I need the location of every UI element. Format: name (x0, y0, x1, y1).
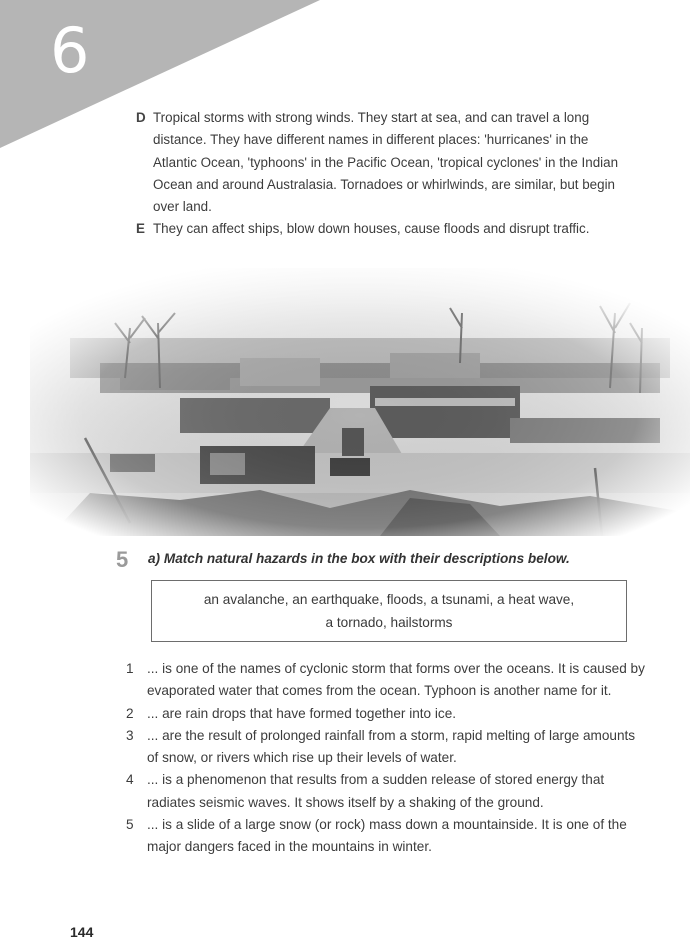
question-item (126, 658, 646, 703)
question-text: ... is a phenomenon that results from a sudden release of stored energy that radiates seismic waves. It shows itself by a shaking of the ground. (147, 772, 605, 810)
question-text: ... is a slide of a large snow (or rock) mass down a mountainside. It is one of the major dangers faced in the mountains in winter. (147, 817, 627, 855)
word-box-line: an avalanche, an earthquake, floods, a tsunami, a heat wave, (203, 592, 575, 607)
unit-number: 6 (50, 14, 90, 87)
question-item (126, 769, 646, 814)
question-item (126, 725, 646, 770)
description-d (136, 107, 626, 218)
question-number: 2 (126, 705, 134, 721)
description-letter: D (136, 110, 146, 125)
description-letter: E (136, 221, 145, 236)
question-number: 5 (126, 817, 134, 833)
description-text: Tropical storms with strong winds. They start at sea, and can travel a long distance. They have different names in different places: 'hurricanes' in the Atlantic Ocean, 'typhoons' in the Pacific Ocean, 'tropical cyclones' in the Indian Ocean and around Australasia. Tornadoes or whirlwinds, are similar, but begin over land. (153, 110, 619, 215)
exercise-instruction: a) Match natural hazards in the box with their descriptions below. (148, 551, 570, 566)
word-box (151, 580, 627, 642)
word-box-line: a tornado, hailstorms (325, 615, 453, 630)
page-number: 144 (70, 924, 94, 940)
question-list (126, 658, 646, 859)
question-number: 4 (126, 772, 134, 788)
question-text: ... are the result of prolonged rainfall from a storm, rapid melting of large amounts of snow, or rivers which rise up their levels of water. (147, 727, 636, 766)
exercise-number: 5 (116, 547, 129, 572)
question-text: ... is one of the names of cyclonic storm that forms over the oceans. It is caused by evaporated water that comes from the ocean. Typhoon is another name for it. (147, 661, 645, 699)
question-item (126, 814, 646, 859)
description-e (136, 218, 636, 240)
question-number: 1 (126, 661, 134, 676)
question-text: ... are rain drops that have formed together into ice. (147, 705, 457, 721)
storm-damage-illustration (30, 268, 690, 536)
question-number: 3 (126, 727, 134, 743)
question-item (126, 703, 646, 725)
storm-damage-photo (30, 268, 690, 536)
description-text: They can affect ships, blow down houses, cause floods and disrupt traffic. (153, 221, 590, 236)
